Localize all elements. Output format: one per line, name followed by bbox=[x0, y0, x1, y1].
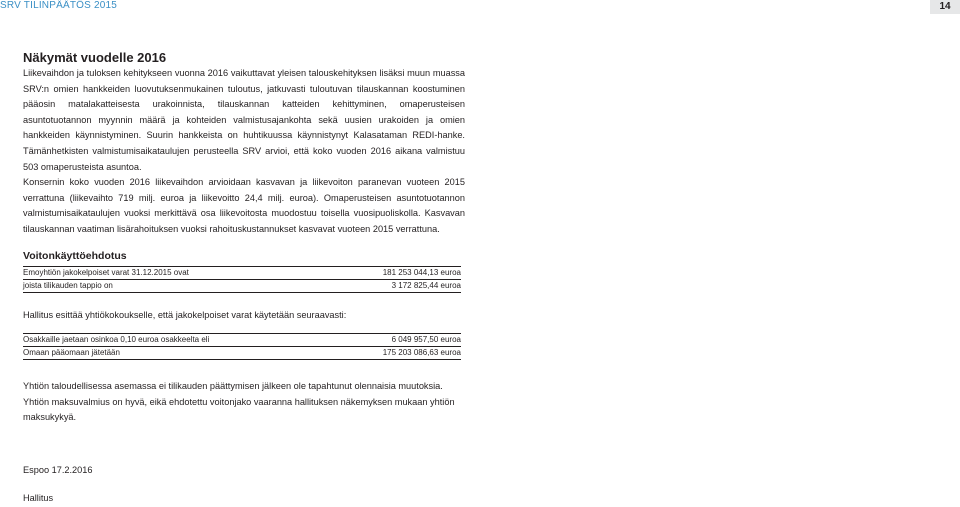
financial-statement-text: Yhtiön taloudellisessa asemassa ei tilikauden päättymisen jälkeen ole tapahtunut olennaisia muutoksia. Yhtiön maksuvalmius on hyvä, eikä ehdotettu voitonjako vaaranna hallituksen näkemyksen mukaan yhtiön maksukykyä. bbox=[23, 381, 455, 423]
signature-signer: Hallitus bbox=[23, 493, 54, 503]
outlook-section bbox=[23, 50, 465, 238]
table-row bbox=[23, 346, 461, 360]
table-row bbox=[23, 279, 461, 293]
row-label: Omaan pääomaan jätetään bbox=[23, 348, 120, 357]
row-value: 3 172 825,44 euroa bbox=[391, 281, 461, 290]
dividend-title: Voitonkäyttöehdotus bbox=[23, 250, 127, 262]
row-label: Osakkaille jaetaan osinkoa 0,10 euroa osakkeelta eli bbox=[23, 335, 210, 344]
row-value: 175 203 086,63 euroa bbox=[382, 348, 461, 357]
proposal-text: Hallitus esittää yhtiökokoukselle, että jakokelpoiset varat käytetään seuraavasti: bbox=[23, 310, 347, 320]
outlook-title: Näkymät vuodelle 2016 bbox=[23, 50, 167, 65]
outlook-body bbox=[23, 66, 465, 238]
signature-place-date: Espoo 17.2.2016 bbox=[23, 465, 93, 475]
page-number: 14 bbox=[930, 0, 960, 14]
table-row bbox=[23, 333, 461, 346]
outlook-paragraph-1: Liikevaihdon ja tuloksen kehitykseen vuonna 2016 vaikuttavat yleisen talouskehityksen lisäksi muun muassa SRV:n omien hankkeiden luovutuksenmukainen tuloutus, jatkuvasti tuloutuvan tilauskannan koostuminen pääosin matalakatteisesta urakoinnista, tilauskannan katteiden kehittyminen, omaperusteisen asuntotuotannon myynnin määrä ja kohteiden valmistusajankohta sekä uusien urakoiden ja omien hankkeiden käynnistyminen. Suurin hankkeista on huhtikuussa käynnistynyt Kalasataman REDI-hanke. Tämänhetkisten valmistumisaikataulujen perusteella SRV arvioi, että koko vuoden 2016 aikana valmistuu 503 omaperusteista asuntoa. bbox=[23, 68, 465, 172]
table-row bbox=[23, 266, 461, 279]
row-value: 6 049 957,50 euroa bbox=[391, 335, 461, 344]
row-label: Emoyhtiön jakokelpoiset varat 31.12.2015 ovat bbox=[23, 268, 189, 277]
outlook-paragraph-2: Konsernin koko vuoden 2016 liikevaihdon arvioidaan kasvavan ja liikevoiton paranevan vuoteen 2015 verrattuna (liikevaihto 719 milj. euroa ja liikevoitto 24,4 milj. euroa). Omaperusteisen asuntotuotannon valmistumisaikataulujen vuoksi merkittävä osa liikevoitosta muodostuu toisella vuosipuoliskolla. Kasvavan tilauskannan vaatiman lisärahoituksen vuoksi rahoituskustannukset kasvavat vuoteen 2015 verrattuna. bbox=[23, 177, 465, 234]
document-title: SRV TILINPÄÄTÖS 2015 bbox=[0, 0, 118, 11]
row-value: 181 253 044,13 euroa bbox=[382, 268, 461, 277]
row-label: joista tilikauden tappio on bbox=[23, 281, 113, 290]
